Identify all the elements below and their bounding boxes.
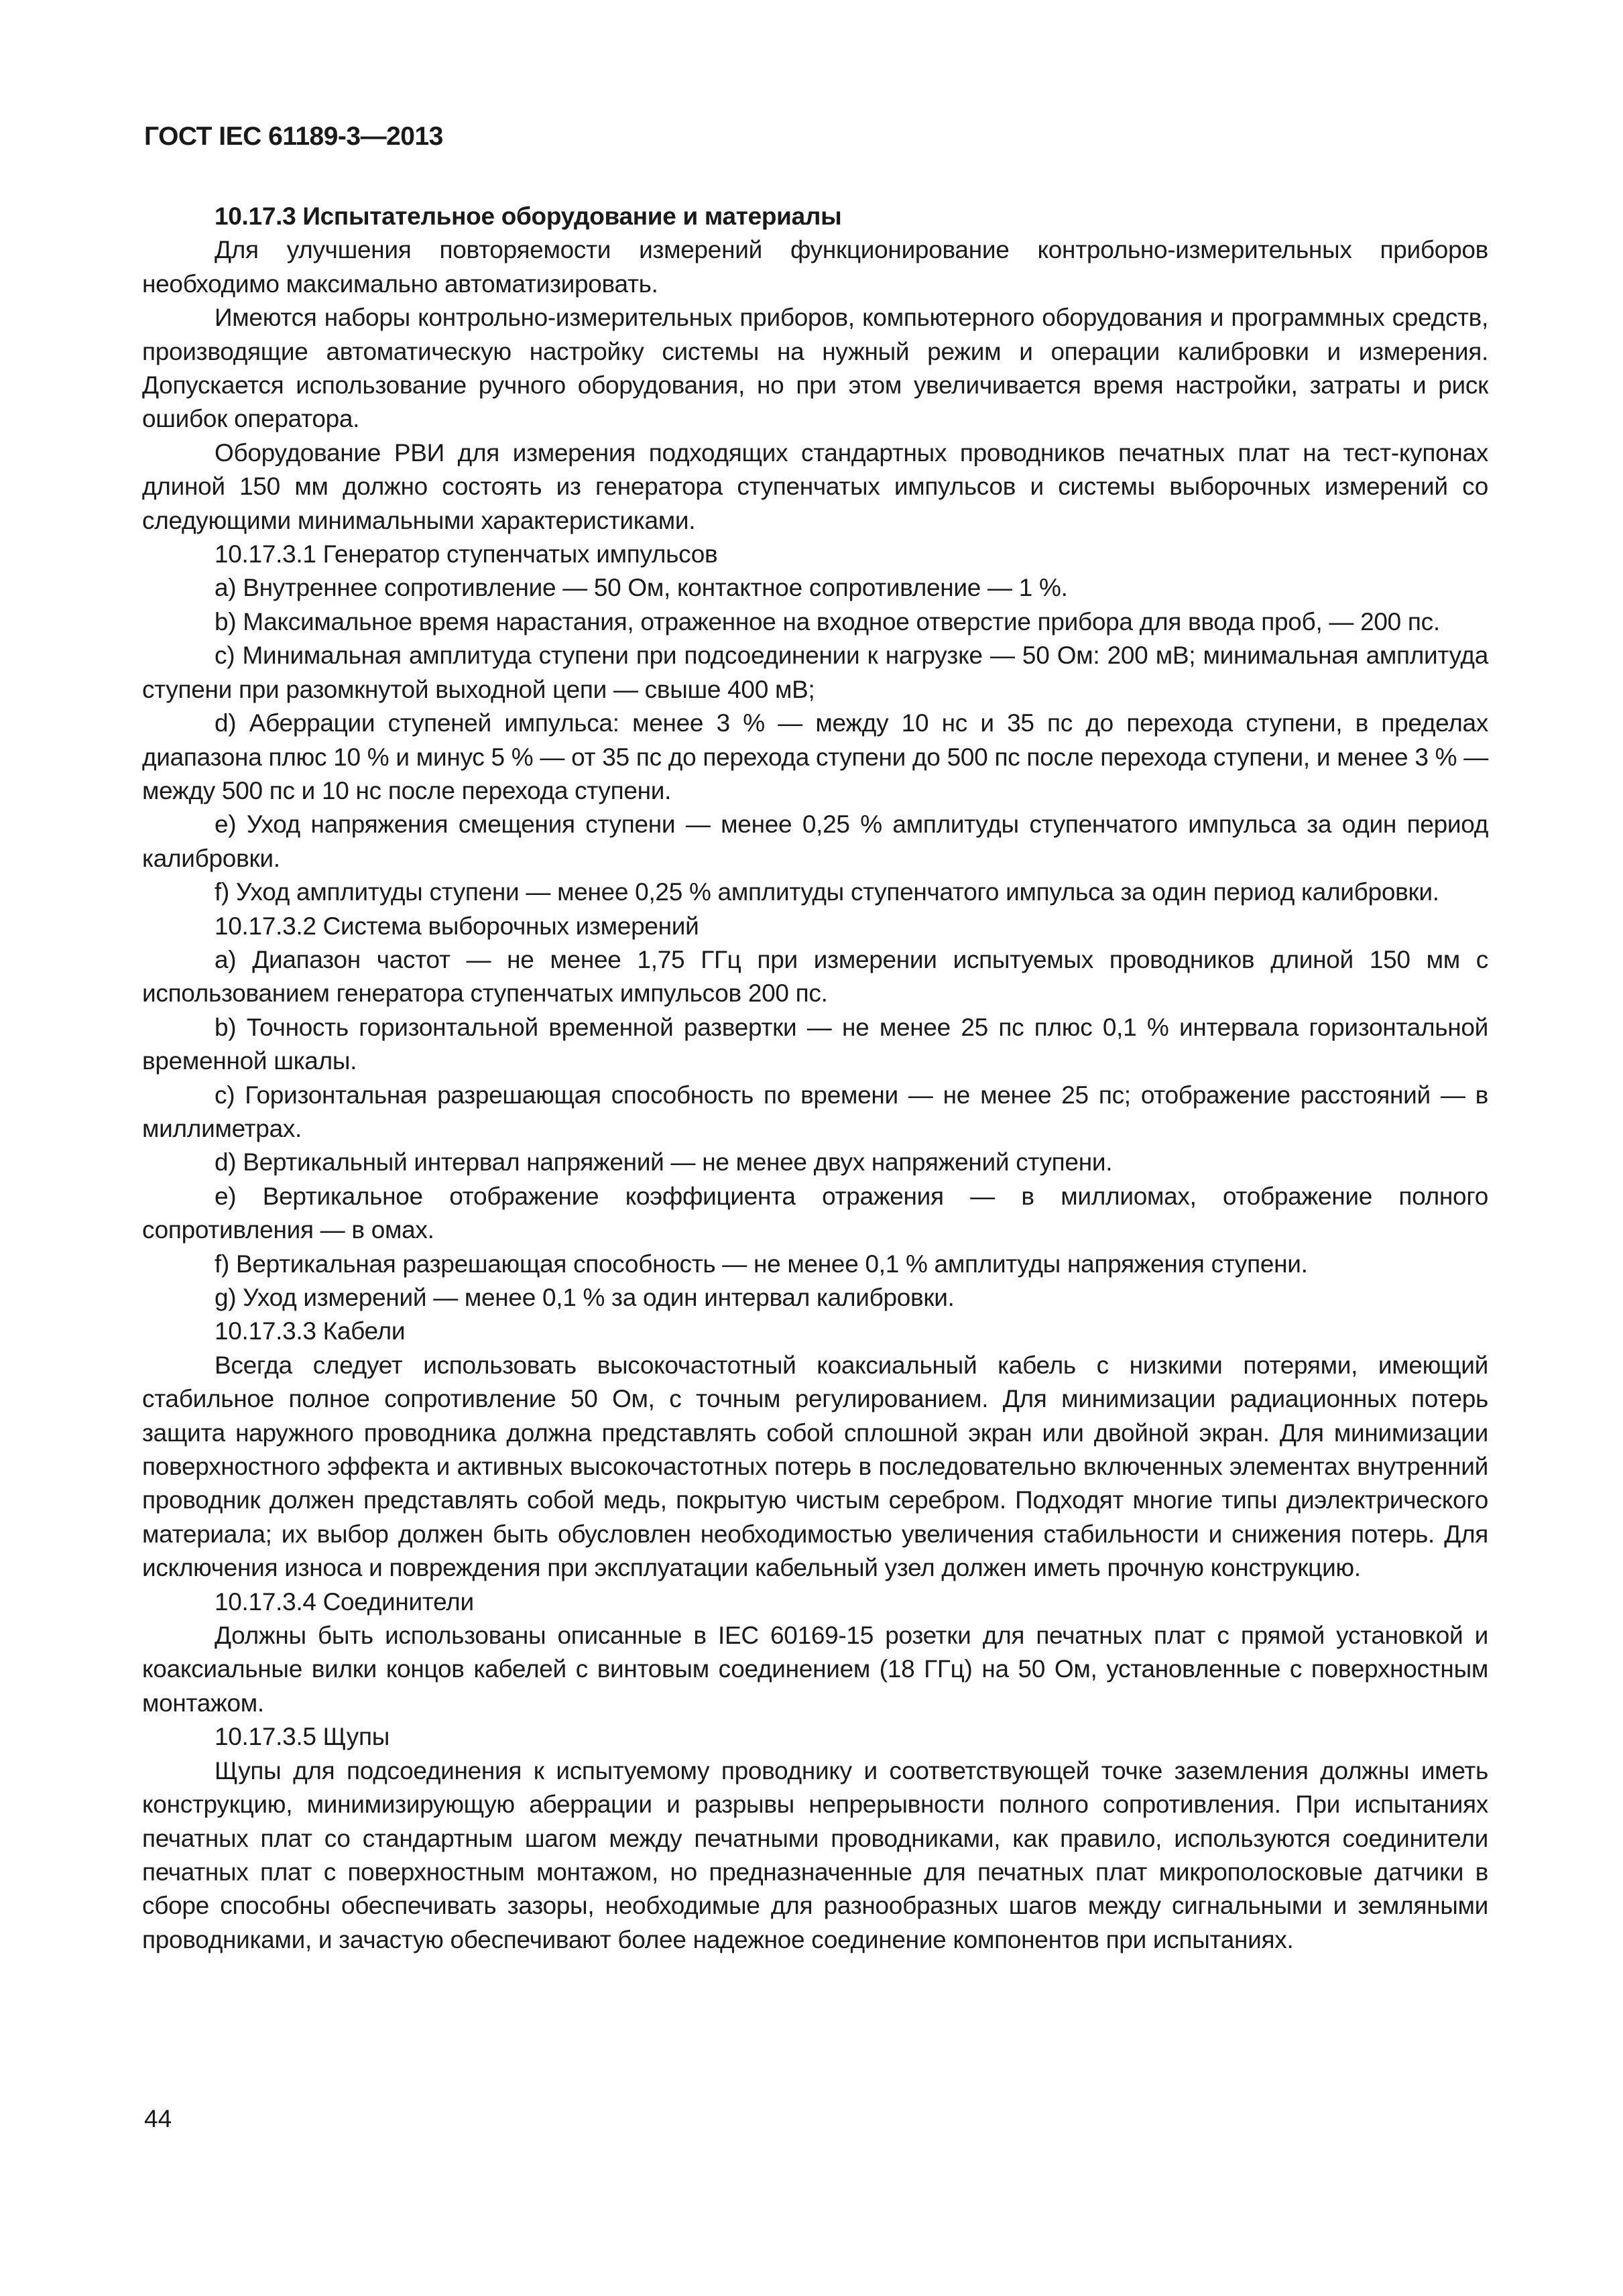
list-item: f) Вертикальная разрешающая способность — не менее 0,1 % амплитуды напряжения ступени.: [215, 1250, 1308, 1278]
paragraph: Должны быть использованы описанные в IEC 60169-15 розетки для печатных плат с прямой установкой и коаксиальные вилки концов кабелей с винтовым соединением (18 ГГц) на 50 Ом, установленные с поверхностным монтажом.: [142, 1622, 1488, 1717]
subsection-heading: 10.17.3.5 Щупы: [215, 1723, 390, 1751]
paragraph: Щупы для подсоединения к испытуемому проводнику и соответствующей точке заземления должны иметь конструкцию, минимизирующую аберрации и разрывы непрерывности полного сопротивления. При испытаниях печатных плат со стандартным шагом между печатными проводниками, как правило, используются соединители печатных плат с поверхностным монтажом, но предназначенные для печатных плат микрополосковые датчики в сборе способны обеспечивать зазоры, необходимые для разнообразных шагов между сигнальными и земляными проводниками, и зачастую обеспечивают более надежное соединение компонентов при испытаниях.: [142, 1756, 1488, 1953]
paragraph: Для улучшения повторяемости измерений функционирование контрольно-измерительных приборов необходимо максимально автоматизировать.: [142, 236, 1488, 298]
paragraph: Всегда следует использовать высокочастотный коаксиальный кабель с низкими потерями, имеющий стабильное полное сопротивление 50 Ом, с точным регулированием. Для минимизации радиационных потерь защита наружного проводника должна представлять собой сплошной экран или двойной экран. Для минимизации поверхностного эффекта и активных высокочастотных потерь в последовательно включенных элементах внутренний проводник должен представлять собой медь, покрытую чистым серебром. Подходят многие типы диэлектрического материала; их выбор должен быть обусловлен необходимостью увеличения стабильности и снижения потерь. Для исключения износа и повреждения при эксплуатации кабельный узел должен иметь прочную конструкцию.: [142, 1351, 1488, 1582]
list-item: g) Уход измерений — менее 0,1 % за один интервал калибровки.: [215, 1284, 955, 1311]
list-item: c) Минимальная амплитуда ступени при подсоединении к нагрузке — 50 Ом: 200 мВ; минимальная амплитуда ступени при разомкнутой выходной цепи — свыше 400 мВ;: [142, 642, 1488, 703]
document-header: ГОСТ IEC 61189-3—2013: [144, 122, 443, 151]
list-item: e) Уход напряжения смещения ступени — менее 0,25 % амплитуды ступенчатого импульса за один период калибровки.: [142, 810, 1488, 872]
list-item: e) Вертикальное отображение коэффициента отражения — в миллиомах, отображение полного сопротивления — в омах.: [142, 1182, 1488, 1244]
list-item: b) Максимальное время нарастания, отраженное на входное отверстие прибора для ввода проб, — 200 пс.: [215, 607, 1440, 636]
subsection-heading: 10.17.3.3 Кабели: [215, 1317, 406, 1345]
list-item: d) Аберрации ступеней импульса: менее 3 % — между 10 нс и 35 пс до перехода ступени, в пределах диапазона плюс 10 % и минус 5 % — от 35 пс до перехода ступени до 500 пс после перехода ступени, и менее 3 % — между 500 пс и 10 нс после перехода ступени.: [142, 709, 1488, 804]
list-item: a) Диапазон частот — не менее 1,75 ГГц при измерении испытуемых проводников длиной 150 мм с использованием генератора ступенчатых импульсов 200 пс.: [142, 945, 1488, 1008]
paragraph: Оборудование РВИ для измерения подходящих стандартных проводников печатных плат на тест-купонах длиной 150 мм должно состоять из генератора ступенчатых импульсов и системы выборочных измерений со следующими минимальными характеристиками.: [142, 438, 1488, 534]
page-body: [142, 200, 1488, 1957]
list-item: f) Уход амплитуды ступени — менее 0,25 % амплитуды ступенчатого импульса за один период калибровки.: [215, 878, 1439, 906]
section-heading: 10.17.3 Испытательное оборудование и материалы: [215, 202, 842, 230]
list-item: a) Внутреннее сопротивление — 50 Ом, контактное сопротивление — 1 %.: [215, 574, 1068, 602]
page-number: 44: [144, 2105, 172, 2132]
list-item: b) Точность горизонтальной временной развертки — не менее 25 пс плюс 0,1 % интервала горизонтальной временной шкалы.: [142, 1013, 1488, 1075]
subsection-heading: 10.17.3.4 Соединители: [215, 1587, 474, 1616]
list-item: d) Вертикальный интервал напряжений — не менее двух напряжений ступени.: [215, 1148, 1113, 1176]
list-item: c) Горизонтальная разрешающая способность по времени — не менее 25 пс; отображение расстояний — в миллиметрах.: [142, 1081, 1488, 1142]
subsection-heading: 10.17.3.2 Система выборочных измерений: [215, 912, 699, 940]
paragraph: Имеются наборы контрольно-измерительных приборов, компьютерного оборудования и программных средств, производящие автоматическую настройку системы на нужный режим и операции калибровки и измерения. Допускается использование ручного оборудования, но при этом увеличивается время настройки, затраты и риск ошибок оператора.: [142, 304, 1488, 433]
subsection-heading: 10.17.3.1 Генератор ступенчатых импульсов: [215, 540, 718, 568]
